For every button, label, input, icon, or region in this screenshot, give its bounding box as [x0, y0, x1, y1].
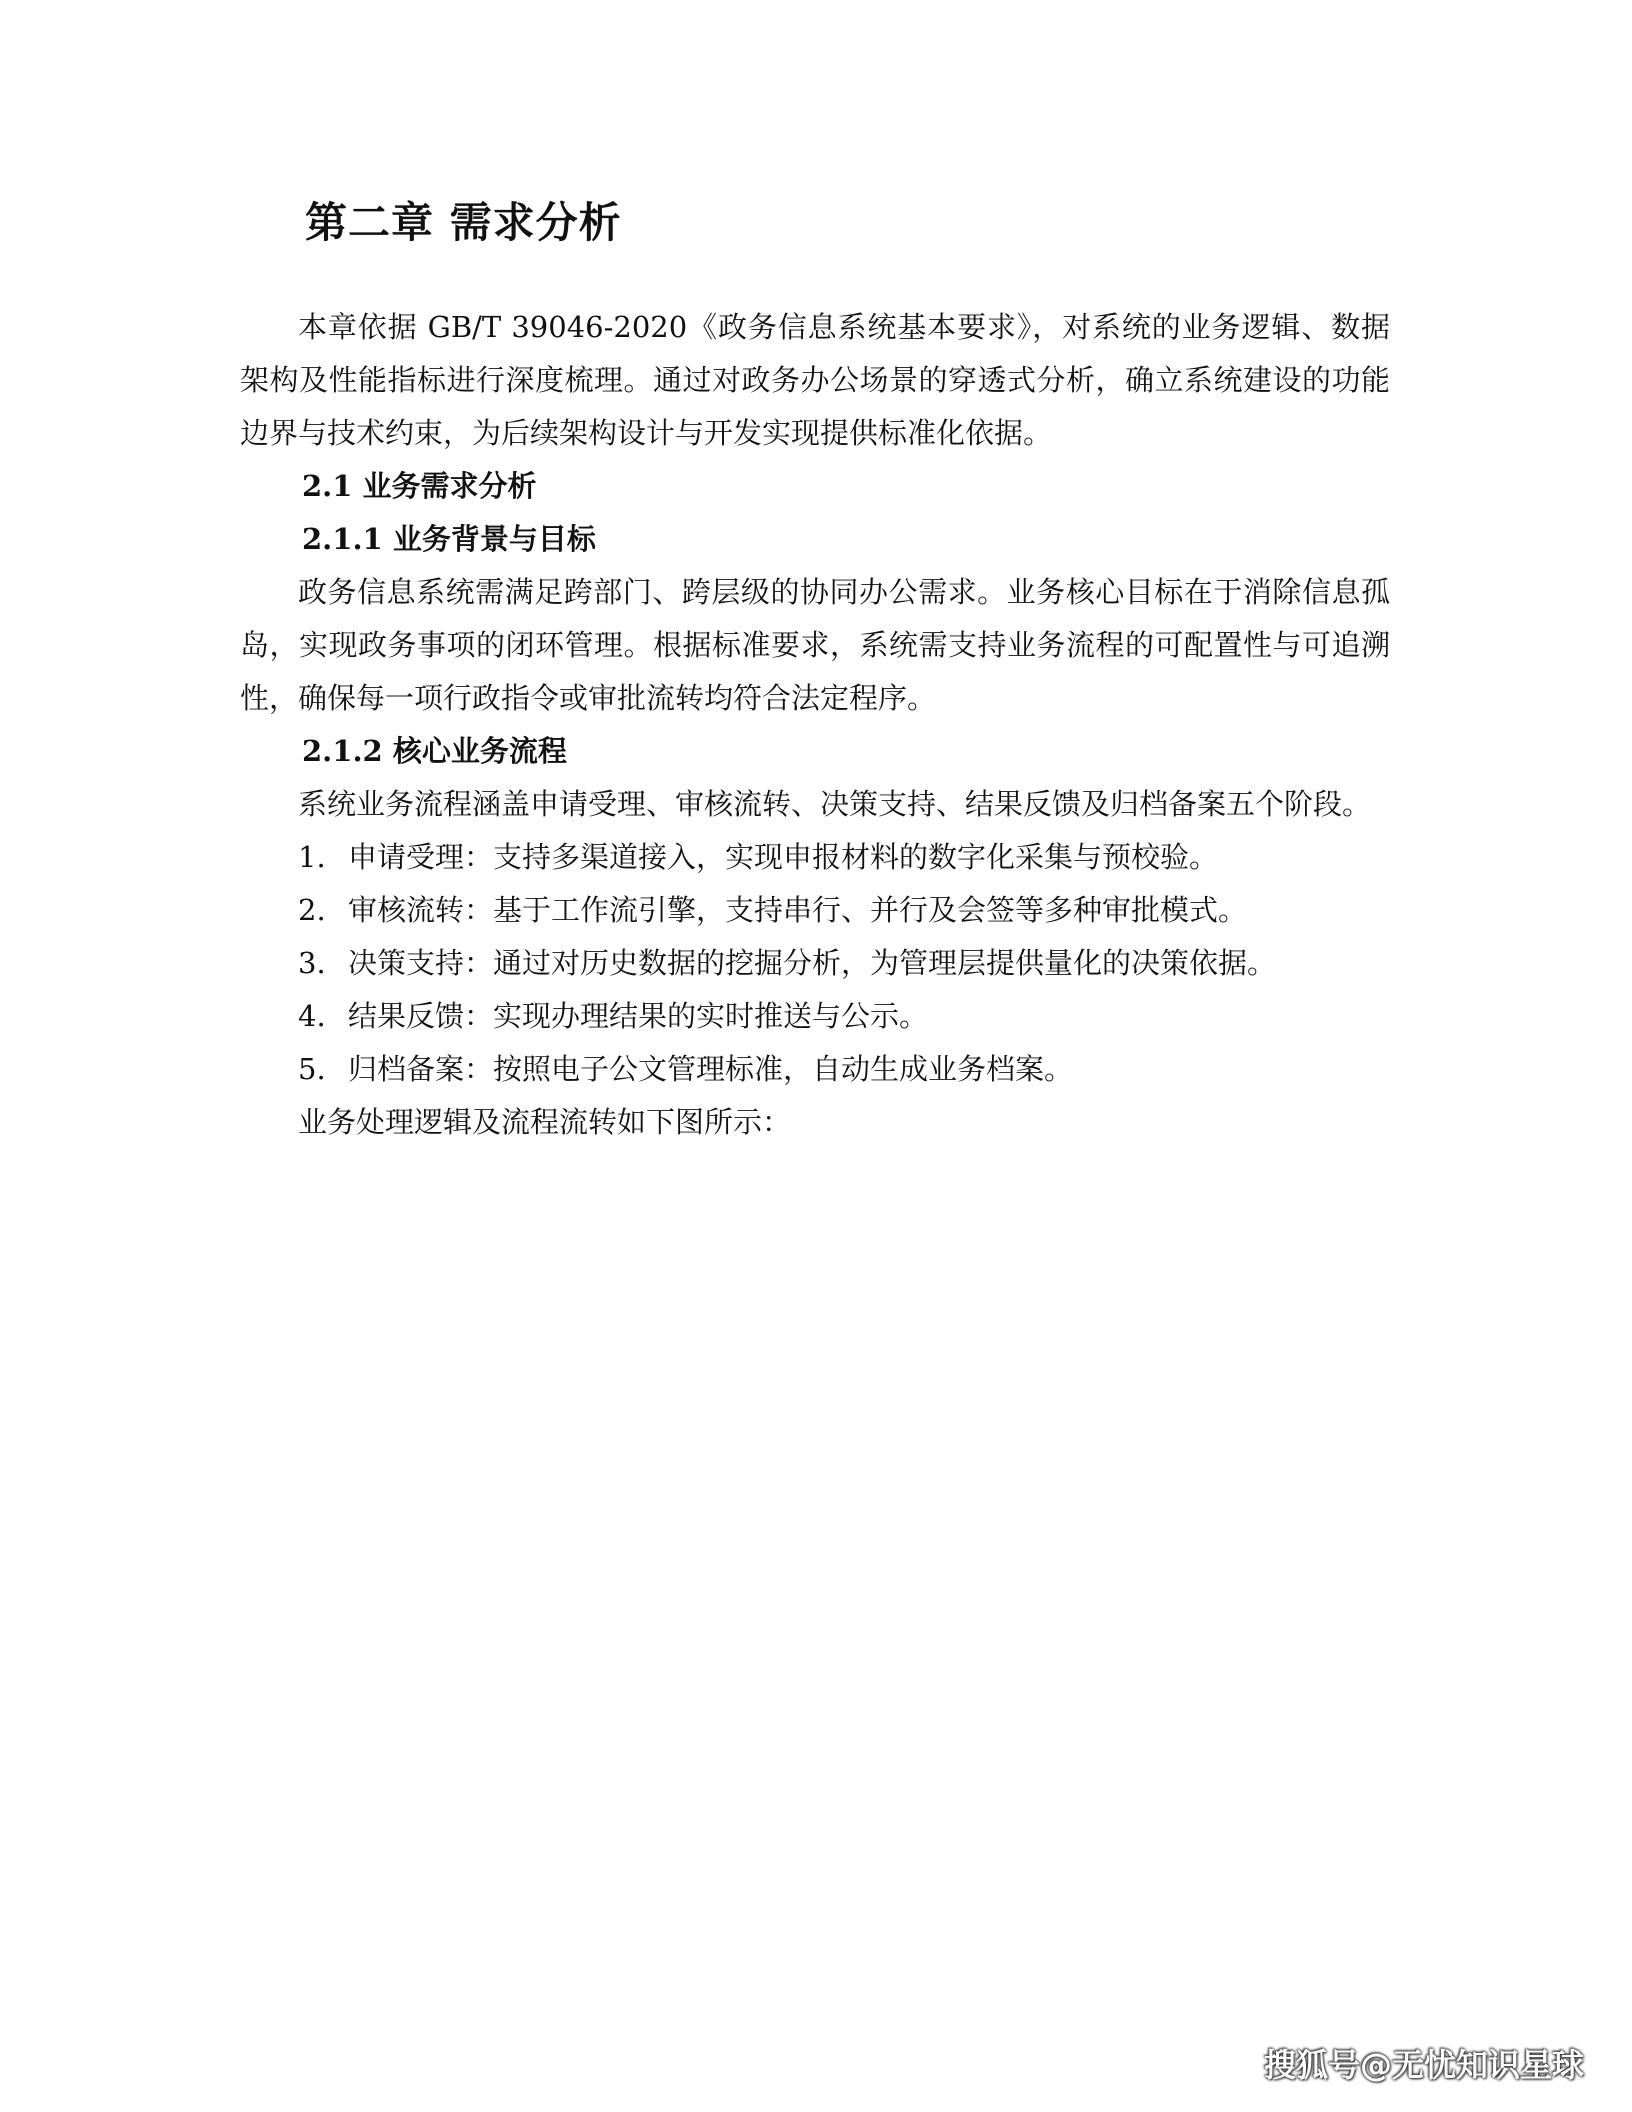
list-item-number: 2.: [298, 893, 326, 927]
section-2-1-2-paragraph: 系统业务流程涵盖申请受理、审核流转、决策支持、结果反馈及归档备案五个阶段。: [298, 787, 1372, 821]
watermark: 搜狐号@无忧知识星球: [1263, 2046, 1584, 2084]
list-item: [240, 831, 1390, 884]
list-item-number: 3.: [298, 946, 326, 980]
list-item: [240, 1043, 1390, 1096]
list-item: [240, 990, 1390, 1043]
closing-paragraph: 业务处理逻辑及流程流转如下图所示：: [298, 1105, 792, 1139]
document-body: [240, 301, 1390, 1149]
section-2-1-1-paragraph: 政务信息系统需满足跨部门、跨层级的协同办公需求。业务核心目标在于消除信息孤岛，实现政务事项的闭环管理。根据标准要求，系统需支持业务流程的可配置性与可追溯性，确保每一项行政指令或审批流转均符合法定程序。: [240, 575, 1390, 715]
list-item-number: 4.: [298, 999, 326, 1033]
section-heading-2-1-1: 2.1.1 业务背景与目标: [302, 522, 596, 556]
list-item-text: 结果反馈：实现办理结果的实时推送与公示。: [348, 999, 929, 1033]
list-item: [240, 884, 1390, 937]
list-item-text: 审核流转：基于工作流引擎，支持串行、并行及会签等多种审批模式。: [348, 893, 1248, 927]
process-stage-list: [240, 831, 1390, 1096]
list-item-number: 1.: [298, 840, 326, 874]
section-heading-2-1: 2.1 业务需求分析: [302, 469, 537, 503]
list-item-text: 决策支持：通过对历史数据的挖掘分析，为管理层提供量化的决策依据。: [348, 946, 1277, 980]
chapter-title: 第二章 需求分析: [305, 198, 622, 247]
list-item-text: 归档备案：按照电子公文管理标准，自动生成业务档案。: [348, 1052, 1074, 1086]
list-item-number: 5.: [298, 1052, 326, 1086]
list-item-text: 申请受理：支持多渠道接入，实现申报材料的数字化采集与预校验。: [348, 840, 1219, 874]
intro-paragraph: 本章依据 GB/T 39046-2020《政务信息系统基本要求》，对系统的业务逻辑、数据架构及性能指标进行深度梳理。通过对政务办公场景的穿透式分析，确立系统建设的功能边界与技术约束，为后续架构设计与开发实现提供标准化依据。: [240, 310, 1390, 450]
list-item: [240, 937, 1390, 990]
section-heading-2-1-2: 2.1.2 核心业务流程: [302, 734, 567, 768]
